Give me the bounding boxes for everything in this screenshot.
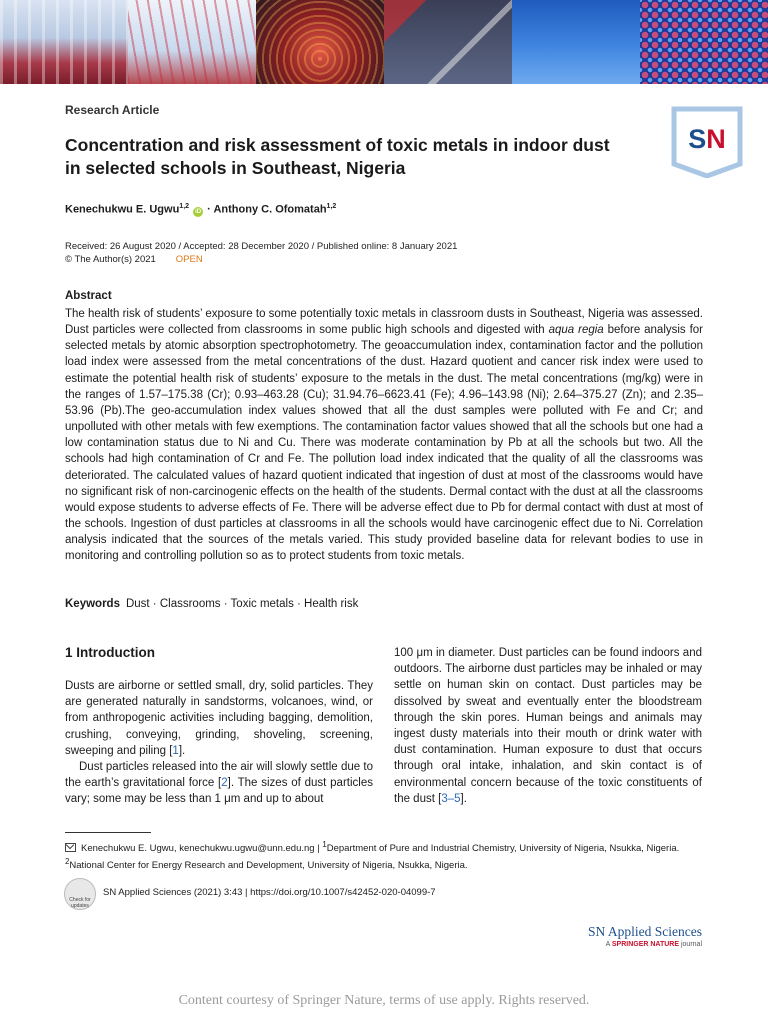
section-heading: 1 Introduction (65, 645, 155, 660)
envelope-icon (65, 843, 76, 852)
keywords-list: Dust · Classrooms · Toxic metals · Health risk (125, 598, 359, 610)
author-list (65, 203, 336, 217)
orcid-icon[interactable]: iD (195, 208, 202, 215)
abstract-heading: Abstract (65, 290, 112, 302)
body-paragraph: Dust particles released into the air will slowly settle due to the earth’s gravitational force [2]. The sizes of dust particles vary; some may be less than 1 μm and up to about (65, 761, 373, 806)
footnote: Kenechukwu E. Ugwu, kenechukwu.ugwu@unn.edu.ng | $^1$Department of Pure and Industrial Chemistry, University of Nigeria, Nsukka, Nigeria. $^2$National Center for Energy Research and Development, University of Nigeria, Nsukka, Nigeria. (65, 840, 680, 872)
keywords (65, 598, 358, 610)
body-column-right (394, 645, 702, 807)
author-separator: · (207, 203, 211, 216)
citation-link[interactable]: 2 (221, 777, 228, 790)
banner-image-5 (512, 0, 640, 84)
sn-logo-icon[interactable] (671, 106, 743, 178)
copyright-line (65, 254, 457, 267)
keywords-label: Keywords (65, 598, 120, 610)
cover-banner (0, 0, 768, 84)
abstract-italic: aqua regia (548, 324, 604, 337)
banner-image-3 (256, 0, 384, 84)
body-paragraph: 100 μm in diameter. Dust particles can be found indoors and outdoors. The airborne dust particles may be inhaled or may settle on human skin on contact. Dust particles may be dissolved by sweat and eventually enter the bloodstream through the skin pores. Human beings and animals may ingest dusty materials into their mouth or drink water with dust contamination. Human exposure to dust that occurs through oral intake, inhalation, and skin contact is of environmental concern because of the toxic constituents of the dust [3–5]. (394, 647, 702, 805)
journal-name: SN Applied Sciences (588, 924, 702, 939)
abstract-text: The health risk of students’ exposure to some potentially toxic metals in classroom dusts in Southeast, Nigeria was assessed. Dust particles were collected from classrooms in some public high schools and digested with (65, 308, 703, 337)
banner-image-1 (0, 0, 128, 84)
affiliation-marker: 1,2 (179, 203, 190, 210)
check-for-updates-label[interactable]: Check for updates (69, 897, 91, 909)
banner-image-4 (384, 0, 512, 84)
publisher-name: SPRINGER NATURE (611, 941, 680, 948)
sn-logo-text: SN (688, 124, 726, 154)
author-name[interactable]: Kenechukwu E. Ugwu (65, 203, 180, 216)
abstract-text: before analysis for selected metals by atomic absorption spectrophotometry. The geoaccumulation index, contamination factor and the pollution load index were assessed from the metal concentrations of the dust. Hazard quotient and cancer risk index were used to estimate the potential health risk of students’ exposure to the metals in the dust. The metal concentrations (mg/kg) were in the ranges of 1.57–175.38 (Cr); 0.93–463.28 (Cu); 31.94.76–6623.41 (Fe); 4.96–143.98 (Ni); 2.64–375.27 (Zn); and 2.35–53.96 (Pb).The geo-accumulation index values showed that all the dust samples were polluted with Fe and Cr; and unpolluted with other metals with few exemptions. The contamination factor values showed that all the schools but one had a low contamination status due to Ni and Cu. There was moderate contamination by Pb at all the schools but two. All the schools had high contamination of Cr and Fe. The pollution load index indicated that the quality of all the classrooms was deteriorated. The calculated values of hazard quotient indicated that ingestion of dust at most of the classrooms would have no significant risk of non-carcinogenic effects on the health of the students. Dermal contact with the dust at all the classrooms would expose students to adverse effects of Fe. There will be adverse effect due to Pb for dermal contact with dust at most of the schools. Ingestion of dust particles at classrooms in all the schools would have carcinogenic effect due to Ni. Correlation analysis indicated that the sources of the metals varied. This study provided baseline data for relevant bodies to use in monitoring and controlling pollution so as to protect students from toxic metals. (65, 324, 704, 563)
copyright-text: © The Author(s) 2021 (65, 253, 156, 265)
banner-image-6 (640, 0, 768, 84)
banner-image-2 (128, 0, 256, 84)
article-type: Research Article (65, 103, 160, 117)
open-access-badge[interactable]: OPEN (175, 253, 203, 265)
author-name[interactable]: Anthony C. Ofomatah (213, 203, 327, 216)
publication-dates (65, 241, 457, 266)
body-paragraph: Dusts are airborne or settled small, dry, solid particles. They are generated naturally in sandstorms, volcanoes, wind, or from anthropogenic activities including bagging, demolition, crushing, conveying, grinding, shoveling, screening, sweeping and piling [1]. (65, 680, 373, 757)
courtesy-notice: Content courtesy of Springer Nature, terms of use apply. Rights reserved. (178, 993, 590, 1008)
citation-line: SN Applied Sciences (2021) 3:43 | https://doi.org/10.1007/s42452-020-04099-7 (103, 887, 436, 898)
page-title: Concentration and risk assessment of toxic metals in indoor dust in selected schools in Southeast, Nigeria (65, 135, 610, 178)
citation-link[interactable]: 3–5 (441, 792, 461, 805)
footnote-divider (65, 832, 151, 833)
wind-turbine-icon (546, 14, 547, 84)
publisher-line: A SPRINGER NATURE journal (605, 941, 702, 948)
affiliation-marker: 1,2 (326, 203, 337, 210)
history-line: Received: 26 August 2020 / Accepted: 28 December 2020 / Published online: 8 January 2021 (65, 241, 458, 252)
citation-link[interactable]: 1 (172, 744, 179, 757)
body-column-left (65, 678, 373, 808)
abstract-body (65, 306, 703, 565)
